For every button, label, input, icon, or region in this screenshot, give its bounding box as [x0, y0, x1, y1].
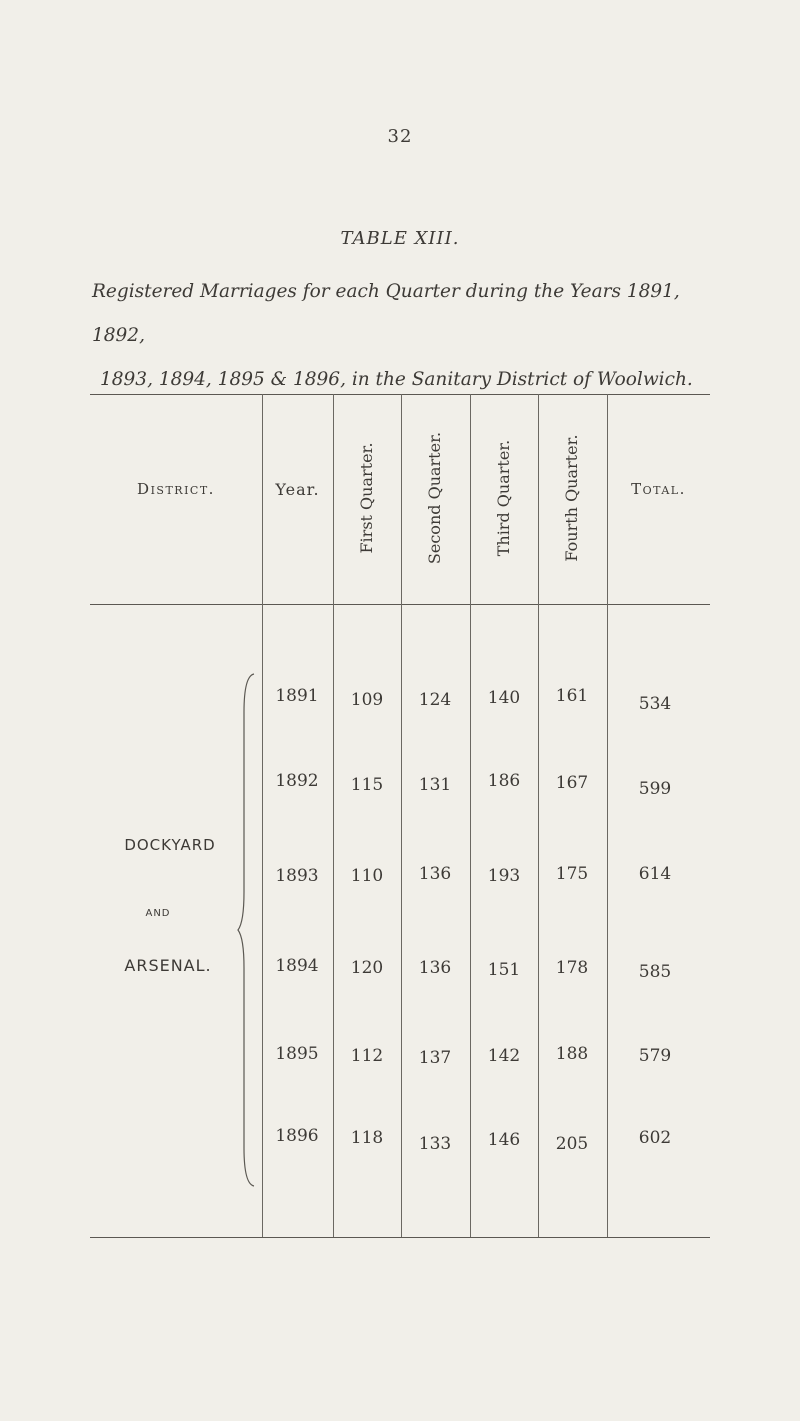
q4-cell: 205	[555, 1134, 589, 1154]
total-cell: 579	[638, 1046, 672, 1066]
page-number: 32	[387, 126, 413, 147]
q4-cell: 178	[555, 958, 589, 978]
column-divider-year	[262, 394, 263, 1237]
total-cell: 602	[638, 1128, 672, 1148]
q4-cell: 167	[555, 773, 589, 793]
q3-cell: 146	[487, 1130, 521, 1150]
table-title: TABLE XIII.	[340, 228, 460, 249]
column-divider-q1	[333, 394, 334, 1237]
q4-cell: 188	[555, 1044, 589, 1064]
year-cell: 1891	[275, 686, 319, 706]
column-divider-q3	[470, 394, 471, 1237]
caption-line-1: Registered Marriages for each Quarter during the Years 1891, 1892,	[92, 281, 680, 346]
header-second-quarter: Second Quarter.	[425, 431, 444, 565]
curly-brace-icon	[236, 672, 260, 1188]
total-cell: 599	[638, 779, 672, 799]
q3-cell: 140	[487, 688, 521, 708]
total-cell: 614	[638, 864, 672, 884]
header-total: Total.	[631, 480, 686, 498]
column-divider-q4	[538, 394, 539, 1237]
q1-cell: 110	[350, 866, 384, 886]
table-bottom-rule	[90, 1237, 710, 1238]
caption-line-2: 1893, 1894, 1895 & 1896, in the Sanitary District of Woolwich.	[100, 369, 693, 390]
q3-cell: 193	[487, 866, 521, 886]
year-cell: 1892	[275, 771, 319, 791]
district-name-line-3: ARSENAL.	[124, 956, 212, 975]
q2-cell: 124	[418, 690, 452, 710]
q1-cell: 118	[350, 1128, 384, 1148]
q2-cell: 136	[418, 864, 452, 884]
q2-cell: 136	[418, 958, 452, 978]
q1-cell: 115	[350, 775, 384, 795]
year-cell: 1895	[275, 1044, 319, 1064]
q3-cell: 151	[487, 960, 521, 980]
column-divider-total	[607, 394, 608, 1237]
header-year: Year.	[275, 480, 320, 499]
district-name-line-2: AND	[145, 908, 171, 919]
total-cell: 534	[638, 694, 672, 714]
total-cell: 585	[638, 962, 672, 982]
header-first-quarter: First Quarter.	[357, 442, 376, 554]
year-cell: 1893	[275, 866, 319, 886]
header-third-quarter: Third Quarter.	[494, 439, 513, 557]
column-divider-q2	[401, 394, 402, 1237]
q1-cell: 112	[350, 1046, 384, 1066]
header-district: District.	[137, 480, 215, 498]
q2-cell: 133	[418, 1134, 452, 1154]
q2-cell: 131	[418, 775, 452, 795]
q2-cell: 137	[418, 1048, 452, 1068]
header-fourth-quarter: Fourth Quarter.	[562, 434, 581, 562]
q4-cell: 161	[555, 686, 589, 706]
district-name-line-1: DOCKYARD	[124, 836, 216, 854]
q4-cell: 175	[555, 864, 589, 884]
q1-cell: 109	[350, 690, 384, 710]
year-cell: 1896	[275, 1126, 319, 1146]
q3-cell: 186	[487, 771, 521, 791]
year-cell: 1894	[275, 956, 319, 976]
q3-cell: 142	[487, 1046, 521, 1066]
table-top-rule	[90, 394, 710, 395]
q1-cell: 120	[350, 958, 384, 978]
header-bottom-rule	[90, 604, 710, 605]
table-caption	[92, 270, 732, 402]
